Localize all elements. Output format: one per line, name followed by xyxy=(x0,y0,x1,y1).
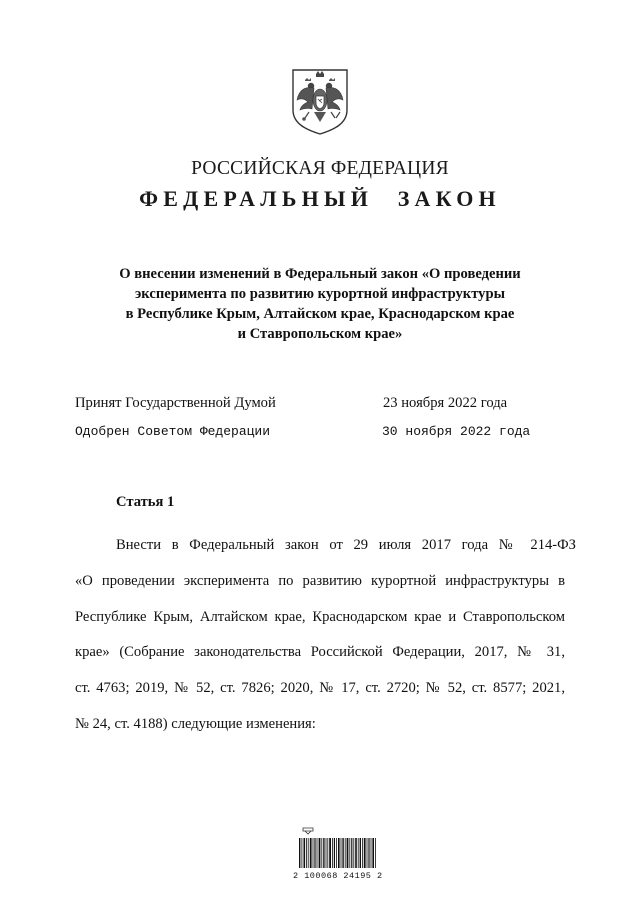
country-name: РОССИЙСКАЯ ФЕДЕРАЦИЯ xyxy=(191,158,449,179)
barcode-number: 2 100068 24195 2 xyxy=(293,871,383,881)
state-emblem-icon xyxy=(287,66,353,136)
article-text-line: крае» (Собрание законодательства Российской Федерации, 2017, № 31, xyxy=(75,644,565,660)
title-line: и Ставропольском крае» xyxy=(237,326,403,342)
barcode xyxy=(293,826,381,881)
article-text-line: ст. 4763; 2019, № 52, ст. 7826; 2020, № 17, ст. 2720; № 52, ст. 8577; 2021, xyxy=(75,680,565,696)
council-date: 30 ноября 2022 года xyxy=(382,424,531,439)
duma-date: 23 ноября 2022 года xyxy=(383,395,508,411)
article-text-line: Внести в Федеральный закон от 29 июля 2017 года № 214-ФЗ xyxy=(116,537,576,553)
duma-label: Принят Государственной Думой xyxy=(75,395,276,411)
title-line: эксперимента по развитию курортной инфраструктуры xyxy=(135,286,505,302)
article-heading: Статья 1 xyxy=(116,494,175,510)
document-type: ФЕДЕРАЛЬНЫЙ ЗАКОН xyxy=(139,186,501,211)
article-text-line: «О проведении эксперимента по развитию курортной инфраструктуры в xyxy=(75,573,565,589)
article-text-line: Республике Крым, Алтайском крае, Краснодарском крае и Ставропольском xyxy=(75,609,565,625)
council-label: Одобрен Советом Федерации xyxy=(75,424,271,439)
title-line: О внесении изменений в Федеральный закон «О проведении xyxy=(119,266,521,282)
document-title xyxy=(70,264,570,344)
barcode-stamp-icon xyxy=(293,826,381,870)
article-text-line: № 24, ст. 4188) следующие изменения: xyxy=(75,716,316,732)
title-line: в Республике Крым, Алтайском крае, Краснодарском крае xyxy=(125,306,515,322)
